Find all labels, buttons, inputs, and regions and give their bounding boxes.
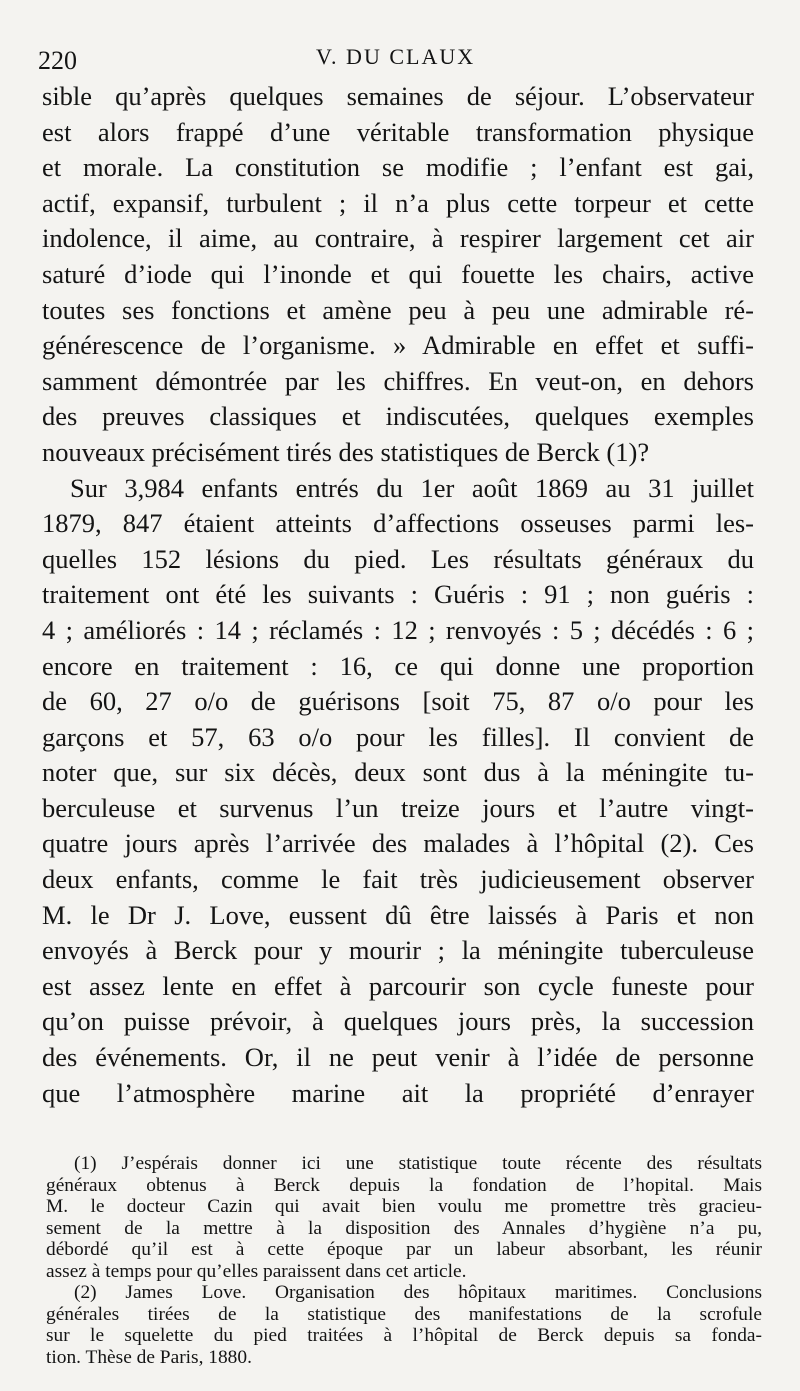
footnote-line: (2) James Love. Organisation des hôpitaux maritimes. Conclusions <box>74 1282 762 1303</box>
text-line: deux enfants, comme le fait très judicieusement observer <box>42 864 754 895</box>
text-line: quatre jours après l’arrivée des malades à l’hôpital (2). Ces <box>42 828 754 859</box>
text-line: samment démontrée par les chiffres. En veut-on, en dehors <box>42 365 754 396</box>
footnote-line: sement de la mettre à la disposition des Annales d’hygiène n’a pu, <box>46 1217 762 1239</box>
footnotes <box>46 1153 762 1368</box>
text-line: nouveaux précisément tirés des statistiques de Berck (1)? <box>42 436 650 467</box>
footnote-line: débordé qu’il est à cette époque par un labeur absorbant, les réunir <box>46 1239 762 1260</box>
footnote-line: générales tirées de la statistique des manifestations de la scrofule <box>46 1303 762 1325</box>
text-line: 1879, 847 étaient atteints d’affections osseuses parmi les- <box>42 508 754 539</box>
text-line: des événements. Or, il ne peut venir à l’idée de personne <box>42 1042 754 1073</box>
page-number: 220 <box>38 46 77 75</box>
footnote-line: M. le docteur Cazin qui avait bien voulu me promettre très gracieu- <box>46 1196 762 1217</box>
main-text <box>42 79 754 1111</box>
text-line: envoyés à Berck pour y mourir ; la méningite tuberculeuse <box>42 935 754 966</box>
footnote-line: généraux obtenus à Berck depuis la fondation de l’hopital. Mais <box>46 1174 762 1196</box>
text-line: sible qu’après quelques semaines de séjour. L’observateur <box>42 81 754 111</box>
text-line: M. le Dr J. Love, eussent dû être laissés à Paris et non <box>42 899 754 930</box>
footnote-line: (1) J’espérais donner ici une statistique toute récente des résultats <box>74 1153 762 1174</box>
footnote-1 <box>46 1153 762 1282</box>
text-line: est alors frappé d’une véritable transformation physique <box>42 116 754 147</box>
text-line: quelles 152 lésions du pied. Les résultats généraux du <box>42 543 754 574</box>
paragraph-2 <box>42 471 754 1112</box>
text-line: 4 ; améliorés : 14 ; réclamés : 12 ; renvoyés : 5 ; décédés : 6 ; <box>42 614 754 645</box>
text-line: indolence, il aime, au contraire, à respirer largement cet air <box>42 223 754 254</box>
running-head <box>38 40 758 80</box>
footnote-2 <box>46 1282 762 1368</box>
text-line: Sur 3,984 enfants entrés du 1er août 1869 au 31 juillet <box>70 472 754 503</box>
text-line: et morale. La constitution se modifie ; l’enfant est gai, <box>42 152 754 183</box>
paragraph-1 <box>42 79 754 471</box>
text-line: des preuves classiques et indiscutées, quelques exemples <box>42 401 754 432</box>
running-title: V. DU CLAUX <box>316 44 476 69</box>
text-line: traitement ont été les suivants : Guéris : 91 ; non guéris : <box>42 579 754 610</box>
text-line: actif, expansif, turbulent ; il n’a plus cette torpeur et cette <box>42 187 754 218</box>
footnote-line: sur le squelette du pied traitées à l’hôpital de Berck depuis sa fonda- <box>46 1325 762 1346</box>
text-line: qu’on puisse prévoir, à quelques jours près, la succession <box>42 1006 754 1037</box>
text-line: toutes ses fonctions et amène peu à peu une admirable ré- <box>42 294 754 325</box>
text-line: générescence de l’organisme. » Admirable en effet et suffi- <box>42 330 754 361</box>
text-line: que l’atmosphère marine ait la propriété d’enrayer <box>42 1077 754 1108</box>
footnote-line: assez à temps pour qu’elles paraissent dans cet article. <box>46 1260 467 1282</box>
text-line: noter que, sur six décès, deux sont dus à la méningite tu- <box>42 757 754 788</box>
text-line: garçons et 57, 63 o/o pour les filles]. Il convient de <box>42 721 754 752</box>
text-line: saturé d’iode qui l’inonde et qui fouette les chairs, active <box>42 258 754 289</box>
text-line: encore en traitement : 16, ce qui donne une proportion <box>42 650 754 681</box>
text-line: berculeuse et survenus l’un treize jours et l’autre vingt- <box>42 792 754 823</box>
text-line: est assez lente en effet à parcourir son cycle funeste pour <box>42 970 754 1001</box>
footnote-line: tion. Thèse de Paris, 1880. <box>46 1346 252 1368</box>
text-line: de 60, 27 o/o de guérisons [soit 75, 87 o/o pour les <box>42 686 754 717</box>
